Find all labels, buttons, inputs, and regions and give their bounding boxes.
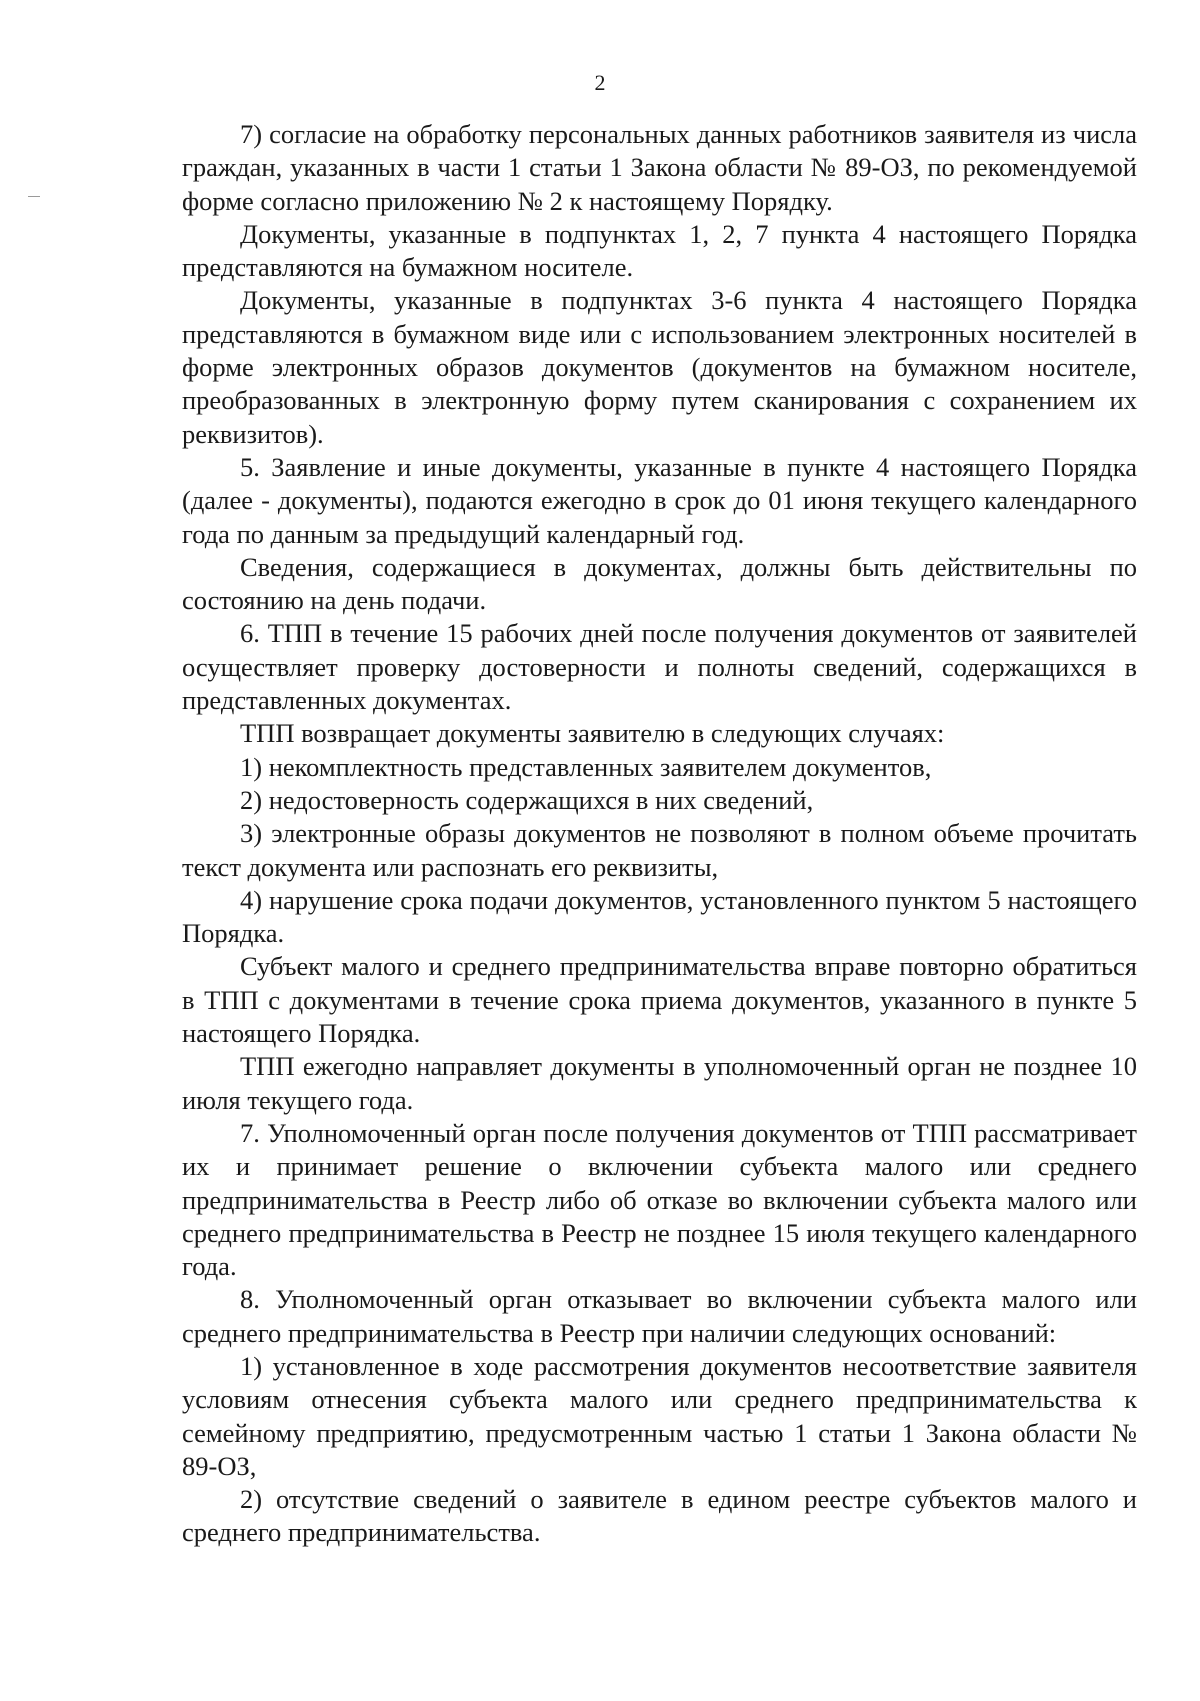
list-item-return-1: 1) некомплектность представленных заявителем документов, [240,751,932,782]
document-body [182,118,1137,1550]
paragraph-section-6: 6. ТПП в течение 15 рабочих дней после получения документов от заявителей осуществляет проверку достоверности и полноты сведений, содержащихся в представленных документах. [182,618,1137,716]
list-item-refusal-2: 2) отсутствие сведений о заявителе в едином реестре субъектов малого и среднего предпринимательства. [182,1484,1137,1548]
paragraph-electronic-documents: Документы, указанные в подпунктах 3-6 пункта 4 настоящего Порядка представляются в бумажном виде или с использованием электронных носителей в форме электронных образов документов (документов на бумажном носителе, преобразованных в электронную форму путем сканирования с сохранением их реквизитов). [182,285,1137,449]
paragraph-section-8: 8. Уполномоченный орган отказывает во включении субъекта малого или среднего предпринимательства в Реестр при наличии следующих оснований: [182,1284,1137,1348]
paragraph-return-cases: ТПП возвращает документы заявителю в следующих случаях: [240,718,945,749]
paragraph-item-7-consent: 7) согласие на обработку персональных данных работников заявителя из числа граждан, указанных в части 1 статьи 1 Закона области № 89-ОЗ, по рекомендуемой форме согласно приложению № 2 к настоящему Порядку. [182,119,1137,216]
paragraph-section-7: 7. Уполномоченный орган после получения документов от ТПП рассматривает их и принимает решение о включении субъекта малого или среднего предпринимательства в Реестр либо об отказе во включении субъекта малого или среднего предпринимательства в Реестр не позднее 15 июля текущего календарного года. [182,1117,1137,1282]
paragraph-forwarding: ТПП ежегодно направляет документы в уполномоченный орган не позднее 10 июля текущего года. [182,1051,1137,1115]
list-item-return-3: 3) электронные образы документов не позволяют в полном объеме прочитать текст документа или распознать его реквизиты, [182,818,1137,882]
list-item-return-4: 4) нарушение срока подачи документов, установленного пунктом 5 настоящего Порядка. [182,884,1137,949]
paragraph-section-5: 5. Заявление и иные документы, указанные в пункте 4 настоящего Порядка (далее - документы), подаются ежегодно в срок до 01 июня текущего календарного года по данным за предыдущий календарный год. [182,451,1137,549]
page-number: 2 [594,70,606,95]
list-item-return-2: 2) недостоверность содержащихся в них сведений, [240,784,814,815]
paragraph-paper-documents: Документы, указанные в подпунктах 1, 2, 7 пункта 4 настоящего Порядка представляются на бумажном носителе. [182,218,1137,283]
paragraph-validity: Сведения, содержащиеся в документах, должны быть действительны по состоянию на день подачи. [182,551,1137,616]
paragraph-resubmission: Субъект малого и среднего предпринимательства вправе повторно обратиться в ТПП с документами в течение срока приема документов, указанного в пункте 5 настоящего Порядка. [182,951,1137,1049]
list-item-refusal-1: 1) установленное в ходе рассмотрения документов несоответствие заявителя условиям отнесения субъекта малого или среднего предпринимательства к семейному предприятию, предусмотренным частью 1 статьи 1 Закона области № 89-ОЗ, [182,1350,1137,1481]
scan-margin-mark [28,196,40,197]
